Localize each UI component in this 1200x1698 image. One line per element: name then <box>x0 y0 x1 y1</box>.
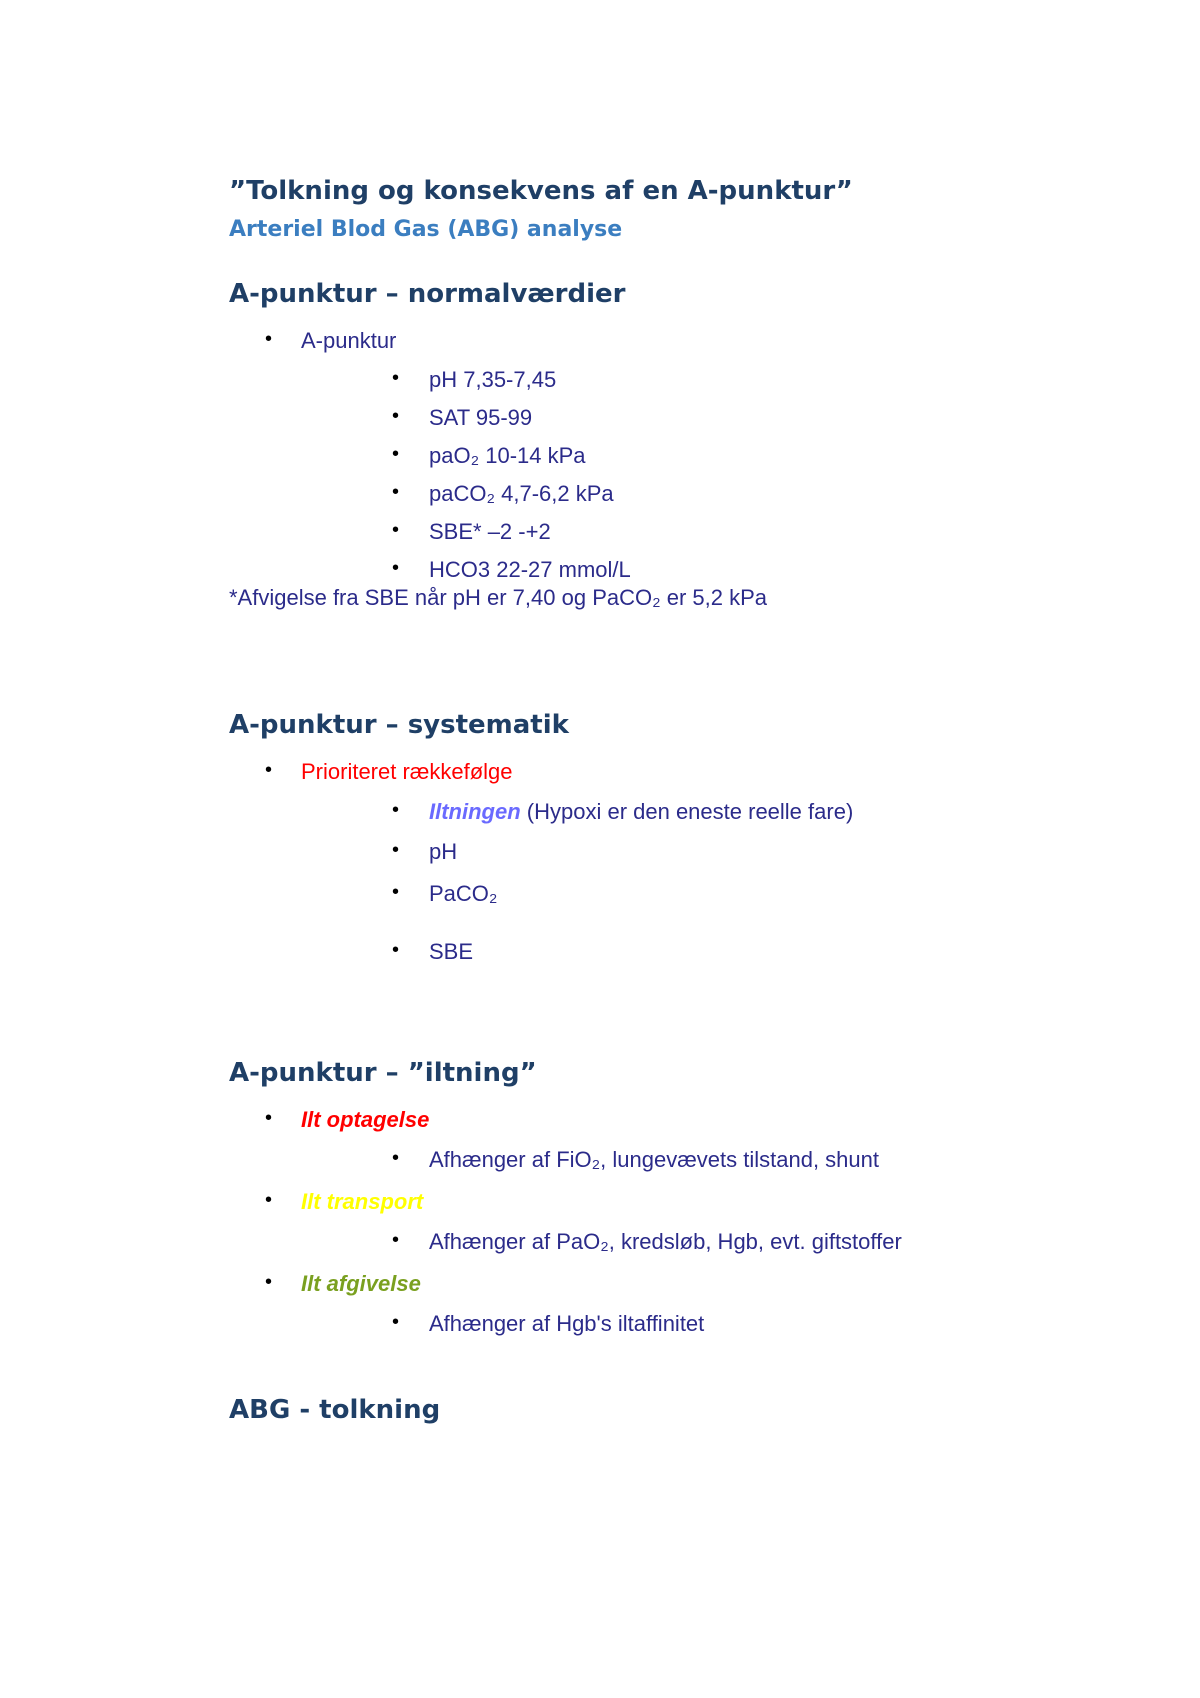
bullet-icon: • <box>392 939 400 961</box>
list-item-label: pH <box>429 839 458 864</box>
section-heading-abg-tolkning: ABG - tolkning <box>229 1395 441 1425</box>
list-item-label: Afhænger af FiO₂, lungevævets tilstand, shunt <box>429 1147 879 1172</box>
list-item <box>392 519 551 545</box>
list-item-label: paCO₂ 4,7-6,2 kPa <box>429 481 614 506</box>
bullet-icon: • <box>392 1147 400 1169</box>
bullet-icon: • <box>392 443 400 465</box>
list-item <box>265 1189 424 1215</box>
bullet-icon: • <box>265 1107 273 1129</box>
list-item-label: HCO3 22-27 mmol/L <box>429 557 631 582</box>
bullet-icon: • <box>392 799 400 821</box>
bullet-icon: • <box>392 1311 400 1333</box>
bullet-icon: • <box>265 759 273 781</box>
list-item <box>265 328 397 354</box>
list-item-emphasis: Iltningen <box>429 799 521 824</box>
document-subtitle: Arteriel Blod Gas (ABG) analyse <box>229 217 623 242</box>
footnote: *Afvigelse fra SBE når pH er 7,40 og PaCO₂ er 5,2 kPa <box>229 585 768 610</box>
list-item-label: Prioriteret rækkefølge <box>301 759 513 784</box>
list-item <box>392 443 586 469</box>
bullet-icon: • <box>392 557 400 579</box>
list-item <box>392 799 854 825</box>
bullet-icon: • <box>265 328 273 350</box>
document-title: ”Tolkning og konsekvens af en A-punktur” <box>229 176 853 206</box>
section-heading-iltning: A-punktur – ”iltning” <box>229 1058 537 1088</box>
list-item <box>265 1107 430 1133</box>
list-item-label: Ilt afgivelse <box>301 1271 421 1296</box>
list-item <box>392 1311 705 1337</box>
list-item <box>392 367 557 393</box>
bullet-icon: • <box>392 405 400 427</box>
list-item <box>392 1147 879 1173</box>
list-item-label: Afhænger af PaO₂, kredsløb, Hgb, evt. giftstoffer <box>429 1229 902 1254</box>
bullet-icon: • <box>392 881 400 903</box>
list-item-label: PaCO₂ <box>429 881 498 906</box>
list-item-label: paO₂ 10-14 kPa <box>429 443 586 468</box>
list-item-label: Afhænger af Hgb's iltaffinitet <box>429 1311 705 1336</box>
list-item <box>392 839 458 865</box>
list-item-label: Ilt optagelse <box>301 1107 430 1132</box>
list-item <box>392 481 614 507</box>
list-item-label: (Hypoxi er den eneste reelle fare) <box>520 799 854 824</box>
bullet-icon: • <box>392 1229 400 1251</box>
list-item <box>392 1229 902 1255</box>
bullet-icon: • <box>392 839 400 861</box>
list-item-label: SAT 95-99 <box>429 405 533 430</box>
list-item <box>392 939 474 965</box>
section-heading-systematik: A-punktur – systematik <box>229 710 569 740</box>
bullet-icon: • <box>392 519 400 541</box>
list-item-label: SBE <box>429 939 474 964</box>
bullet-icon: • <box>265 1271 273 1293</box>
list-item-label: pH 7,35-7,45 <box>429 367 557 392</box>
list-item <box>392 881 498 907</box>
list-item-label: SBE* –2 -+2 <box>429 519 551 544</box>
list-item <box>392 405 533 431</box>
list-item-label: Ilt transport <box>301 1189 424 1214</box>
bullet-icon: • <box>265 1189 273 1211</box>
list-item-label: A-punktur <box>301 328 397 353</box>
list-item <box>392 557 631 583</box>
section-heading-normalvaerdier: A-punktur – normalværdier <box>229 279 626 309</box>
bullet-icon: • <box>392 481 400 503</box>
list-item <box>265 1271 421 1297</box>
list-item <box>265 759 513 785</box>
bullet-icon: • <box>392 367 400 389</box>
